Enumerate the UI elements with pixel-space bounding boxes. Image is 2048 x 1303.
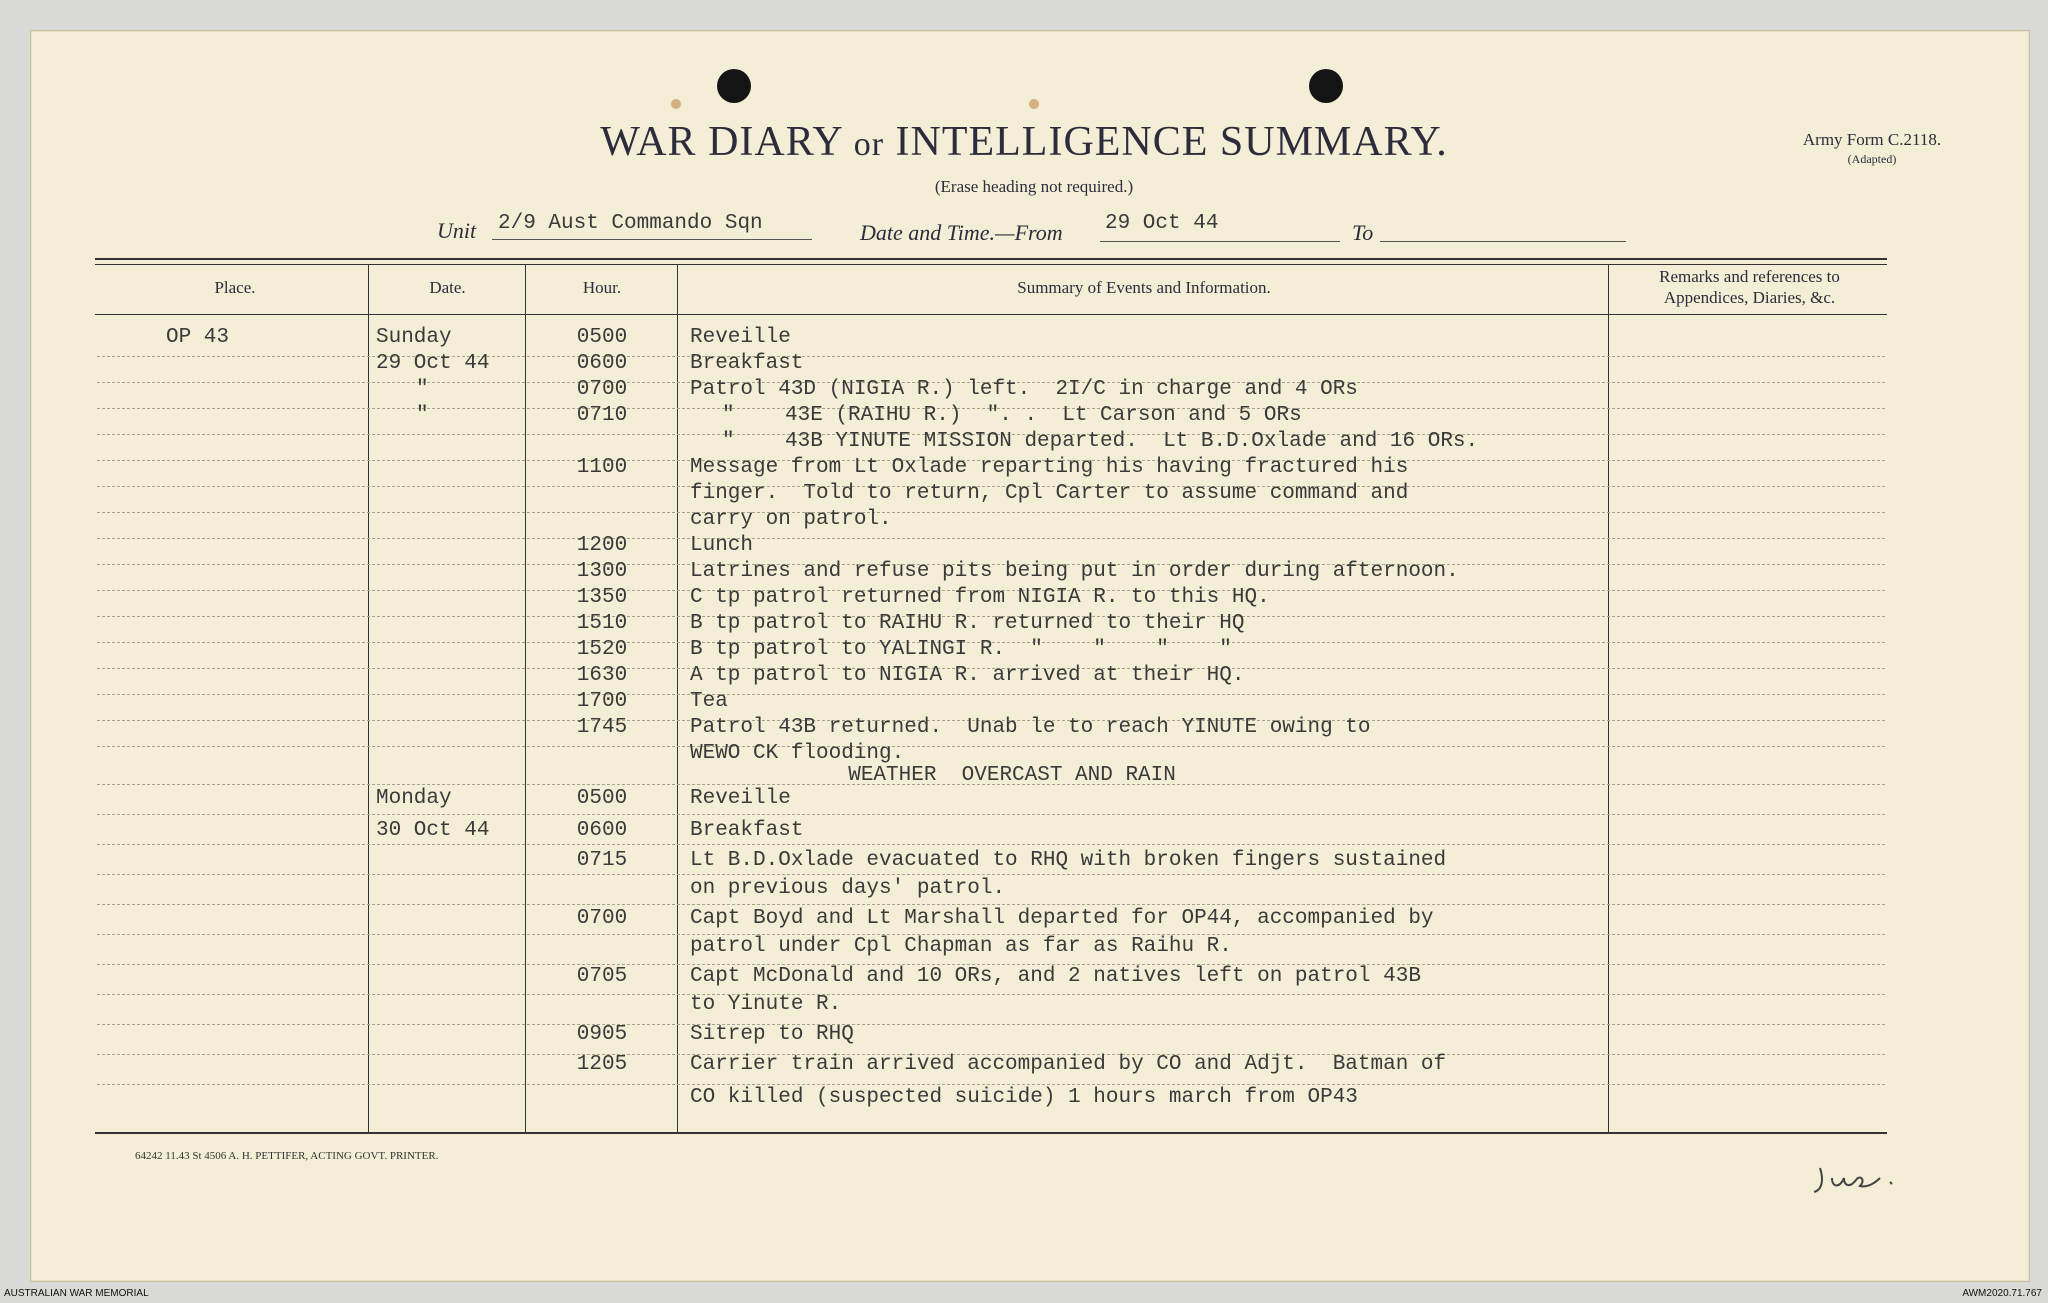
table-top-rule-thin [95,264,1887,265]
ruled-line [97,746,1885,747]
header-hour: Hour. [582,278,622,297]
ruled-line [97,512,1885,513]
column-divider [525,264,526,1134]
summary-line: Breakfast [690,352,804,375]
summary-line: A tp patrol to NIGIA R. arrived at their HQ. [690,664,1245,687]
ruled-line [97,356,1885,357]
ruled-line [97,994,1885,995]
date-time-label: Date and Time.—From [860,220,1063,245]
hour-cell: 1700 [576,690,628,713]
unit-label: Unit [437,218,477,243]
unit-value: 2/9 Aust Commando Sqn [498,212,763,235]
hour-cell: 0700 [576,907,628,930]
header-place: Place. [214,278,256,297]
summary-line: B tp patrol to YALINGI R. " " " " [690,638,1232,661]
hour-cell: 1205 [576,1053,628,1076]
table-bottom-rule [95,1132,1887,1134]
ruled-line [97,1024,1885,1025]
form-subtitle: (Erase heading not required.) [934,177,1134,196]
caption-left: AUSTRALIAN WAR MEMORIAL [4,1288,149,1299]
summary-line: Carrier train arrived accompanied by CO and Adjt. Batman of [690,1053,1447,1076]
printer-imprint: 64242 11.43 St 4506 A. H. PETTIFER, ACTING GOVT. PRINTER. [135,1150,439,1162]
column-divider [368,264,369,1134]
summary-line: Sitrep to RHQ [690,1023,854,1046]
summary-line: WEWO CK flooding. [690,742,905,765]
ruled-line [97,844,1885,845]
ruled-line [97,538,1885,539]
summary-line: Latrines and refuse pits being put in order during afternoon. [690,560,1459,583]
rust-spot [1029,99,1039,109]
summary-line: finger. Told to return, Cpl Carter to assume command and [690,482,1409,505]
ruled-line [97,814,1885,815]
hour-cell: 1200 [576,534,628,557]
punch-hole-left [717,69,751,103]
hour-cell: 0500 [576,326,628,349]
to-label: To [1352,220,1374,245]
unit-underline [492,238,812,240]
summary-line: Breakfast [690,819,804,842]
title-main: WAR DIARY [600,119,843,165]
summary-line: to Yinute R. [690,993,842,1016]
title-or: or [853,126,885,163]
weather-line: WEATHER OVERCAST AND RAIN [760,764,1176,787]
summary-line: Lt B.D.Oxlade evacuated to RHQ with broken fingers sustained [690,849,1447,872]
hour-cell: 0700 [576,378,628,401]
date-29-oct: 29 Oct 44 [376,352,490,375]
hour-cell: 1745 [576,716,628,739]
hour-cell: 1100 [576,456,628,479]
summary-line: Reveille [690,787,791,810]
date-day-monday: Monday [376,787,452,810]
hour-cell: 0905 [576,1023,628,1046]
hour-cell: 1300 [576,560,628,583]
army-form-adapted: (Adapted) [1847,152,1897,166]
summary-line: patrol under Cpl Chapman as far as Raihu R. [690,935,1232,958]
summary-line: Patrol 43B returned. Unab le to reach YINUTE owing to [690,716,1371,739]
summary-line: Patrol 43D (NIGIA R.) left. 2I/C in charge and 4 ORs [690,378,1358,401]
summary-line: Reveille [690,326,791,349]
ditto-mark: " [416,404,429,427]
hour-cell: 0715 [576,849,628,872]
title-rest: INTELLIGENCE SUMMARY. [895,119,1448,165]
header-date: Date. [429,278,466,297]
header-bottom-rule [95,314,1887,315]
handwritten-signature [1810,1160,1920,1205]
summary-line: Capt Boyd and Lt Marshall departed for OP44, accompanied by [690,907,1434,930]
ruled-line [97,904,1885,905]
place-op43: OP 43 [166,326,230,349]
to-underline [1380,240,1626,242]
header-remarks-line1: Remarks and references to [1659,267,1840,286]
hour-cell: 1350 [576,586,628,609]
summary-line: Lunch [690,534,754,557]
summary-line: CO killed (suspected suicide) 1 hours march from OP43 [690,1086,1358,1109]
summary-line: C tp patrol returned from NIGIA R. to this HQ. [690,586,1270,609]
caption-right: AWM2020.71.767 [1962,1288,2042,1299]
army-form-number: Army Form C.2118. [1802,130,1942,149]
rust-spot [671,99,681,109]
hour-cell: 0500 [576,787,628,810]
date-underline [1100,240,1340,242]
ruled-line [97,694,1885,695]
header-remarks [1612,266,1887,308]
summary-line: carry on patrol. [690,508,892,531]
table-top-rule [95,258,1887,260]
hour-cell: 0705 [576,965,628,988]
header-summary: Summary of Events and Information. [1017,278,1271,297]
date-day-sunday: Sunday [376,326,452,349]
column-divider [1608,264,1609,1134]
hour-cell: 1520 [576,638,628,661]
hour-cell: 0600 [576,352,628,375]
army-form-label [1782,130,1962,167]
ditto-mark: " [416,378,429,401]
summary-line: B tp patrol to RAIHU R. returned to their HQ [690,612,1245,635]
punch-hole-right [1309,69,1343,103]
date-30-oct: 30 Oct 44 [376,819,490,842]
hour-cell: 1510 [576,612,628,635]
summary-line: Capt McDonald and 10 ORs, and 2 natives left on patrol 43B [690,965,1421,988]
summary-line: Message from Lt Oxlade reparting his having fractured his [690,456,1409,479]
date-value: 29 Oct 44 [1105,212,1219,235]
hour-cell: 1630 [576,664,628,687]
summary-line: on previous days' patrol. [690,877,1006,900]
hour-cell: 0600 [576,819,628,842]
column-divider [677,264,678,1134]
summary-line: Tea [690,690,728,713]
ruled-line [97,874,1885,875]
summary-line: " 43E (RAIHU R.) ". . Lt Carson and 5 ORs [722,404,1302,427]
hour-cell: 0710 [576,404,628,427]
summary-line: " 43B YINUTE MISSION departed. Lt B.D.Oxlade and 16 ORs. [722,430,1479,453]
header-remarks-line2: Appendices, Diaries, &c. [1663,288,1836,307]
